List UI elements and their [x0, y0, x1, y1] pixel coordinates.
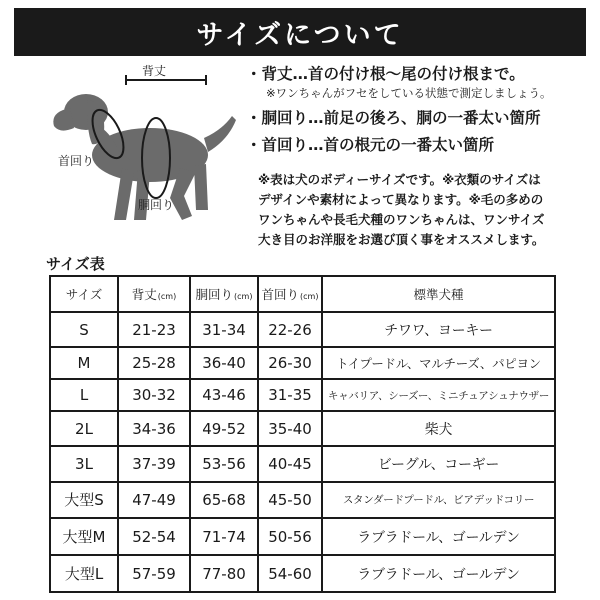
cell-back: 37-39	[118, 446, 190, 481]
cell-size: M	[50, 347, 118, 379]
table-row	[50, 555, 555, 592]
neck-label: 首回り	[58, 154, 95, 168]
cell-neck: 40-45	[258, 446, 322, 481]
cell-breed: スタンダードプードル、ビアデッドコリー	[322, 482, 555, 519]
cell-chest: 71-74	[190, 518, 258, 555]
table-row	[50, 482, 555, 519]
cell-neck: 31-35	[258, 379, 322, 411]
note-chest: ・胴回り…前足の後ろ、胴の一番太い箇所	[246, 109, 541, 127]
header-neck: 首回り(cm)	[258, 276, 322, 312]
cell-neck: 22-26	[258, 312, 322, 347]
cell-neck: 45-50	[258, 482, 322, 519]
disclaimer	[258, 170, 596, 250]
measurement-notes	[246, 64, 596, 156]
cell-neck: 54-60	[258, 555, 322, 592]
page-title	[14, 8, 586, 56]
page-title-text: サイズについて	[196, 19, 404, 51]
cell-breed: トイプードル、マルチーズ、パピヨン	[322, 347, 555, 379]
cell-chest: 36-40	[190, 347, 258, 379]
table-row	[50, 347, 555, 379]
cell-breed: 柴犬	[322, 411, 555, 446]
size-table-caption: サイズ表	[46, 255, 105, 273]
table-header-row	[50, 276, 555, 312]
cell-back: 34-36	[118, 411, 190, 446]
cell-size: 大型L	[50, 555, 118, 592]
cell-chest: 31-34	[190, 312, 258, 347]
cell-size: 2L	[50, 411, 118, 446]
disclaimer-line: デザインや素材によって異なります。※毛の多めの	[258, 192, 544, 207]
cell-chest: 49-52	[190, 411, 258, 446]
cell-size: 大型M	[50, 518, 118, 555]
note-back-length: ・背丈…首の付け根〜尾の付け根まで。	[246, 65, 525, 83]
disclaimer-line: 大き目のお洋服をお選び頂く事をオススメします。	[258, 232, 545, 247]
cell-size: 大型S	[50, 482, 118, 519]
cell-chest: 65-68	[190, 482, 258, 519]
cell-size: 3L	[50, 446, 118, 481]
cell-breed: チワワ、ヨーキー	[322, 312, 555, 347]
cell-chest: 43-46	[190, 379, 258, 411]
cell-neck: 26-30	[258, 347, 322, 379]
cell-back: 21-23	[118, 312, 190, 347]
table-row	[50, 446, 555, 481]
table-row	[50, 379, 555, 411]
disclaimer-line: ワンちゃんや長毛犬種のワンちゃんは、ワンサイズ	[258, 212, 545, 227]
chest-label: 胴回り	[138, 198, 175, 212]
cell-back: 57-59	[118, 555, 190, 592]
cell-back: 52-54	[118, 518, 190, 555]
note-back-length-sub: ※ワンちゃんがフセをしている状態で測定しましょう。	[266, 86, 552, 100]
cell-size: L	[50, 379, 118, 411]
cell-breed: ラブラドール、ゴールデン	[322, 518, 555, 555]
table-row	[50, 518, 555, 555]
dog-measurement-figure	[30, 60, 250, 230]
back-length-label: 背丈	[142, 64, 167, 78]
cell-neck: 35-40	[258, 411, 322, 446]
cell-breed: ビーグル、コーギー	[322, 446, 555, 481]
cell-size: S	[50, 312, 118, 347]
cell-breed: ラブラドール、ゴールデン	[322, 555, 555, 592]
header-chest: 胴回り(cm)	[190, 276, 258, 312]
cell-neck: 50-56	[258, 518, 322, 555]
disclaimer-line: ※表は犬のボディーサイズです。※衣類のサイズは	[258, 172, 541, 187]
cell-chest: 53-56	[190, 446, 258, 481]
cell-breed: キャバリア、シーズー、ミニチュアシュナウザー	[322, 379, 555, 411]
header-size: サイズ	[50, 276, 118, 312]
cell-back: 30-32	[118, 379, 190, 411]
size-table	[49, 275, 556, 593]
cell-chest: 77-80	[190, 555, 258, 592]
cell-back: 47-49	[118, 482, 190, 519]
table-row	[50, 411, 555, 446]
note-neck: ・首回り…首の根元の一番太い箇所	[246, 136, 495, 154]
header-breed: 標準犬種	[322, 276, 555, 312]
header-back: 背丈(cm)	[118, 276, 190, 312]
table-row	[50, 312, 555, 347]
cell-back: 25-28	[118, 347, 190, 379]
